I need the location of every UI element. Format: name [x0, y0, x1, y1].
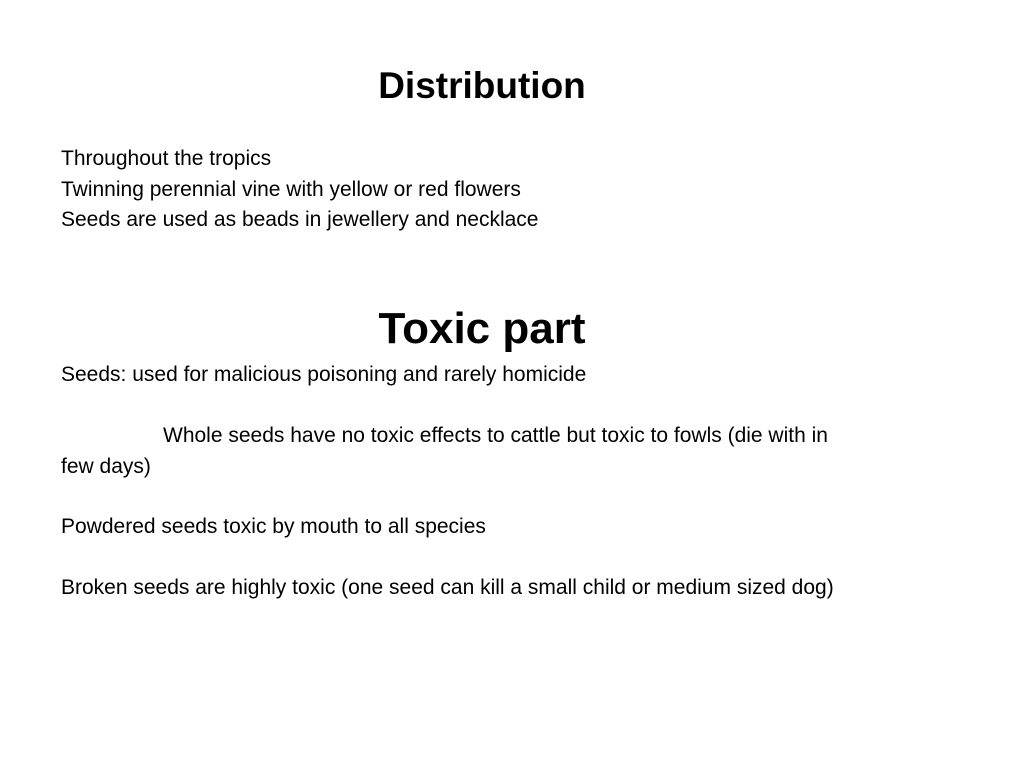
toxic-whole-seeds	[61, 421, 941, 482]
toxic-powdered-seeds-text: Powdered seeds toxic by mouth to all species	[61, 515, 486, 538]
distribution-line-description: Twinning perennial vine with yellow or red flowers	[61, 177, 521, 201]
distribution-body	[61, 144, 941, 236]
toxic-powdered-seeds	[61, 512, 941, 543]
distribution-line-use: Seeds are used as beads in jewellery and necklace	[61, 208, 539, 231]
distribution-heading: Distribution	[378, 65, 586, 106]
toxic-broken-seeds-text: Broken seeds are highly toxic (one seed can kill a small child or medium sized dog)	[61, 576, 834, 599]
toxic-whole-seeds-line-2: few days)	[61, 454, 151, 478]
toxic-broken-seeds	[61, 573, 941, 604]
toxic-whole-seeds-text-1: Whole seeds have no toxic effects to cattle but toxic to fowls (die with in	[163, 424, 828, 447]
distribution-line-range: Throughout the tropics	[61, 147, 272, 170]
toxic-part-heading: Toxic part	[378, 304, 586, 353]
toxic-seeds-use-text: Seeds: used for malicious poisoning and rarely homicide	[61, 363, 587, 386]
toxic-whole-seeds-line-1	[61, 421, 941, 452]
toxic-seeds-use	[61, 360, 941, 391]
